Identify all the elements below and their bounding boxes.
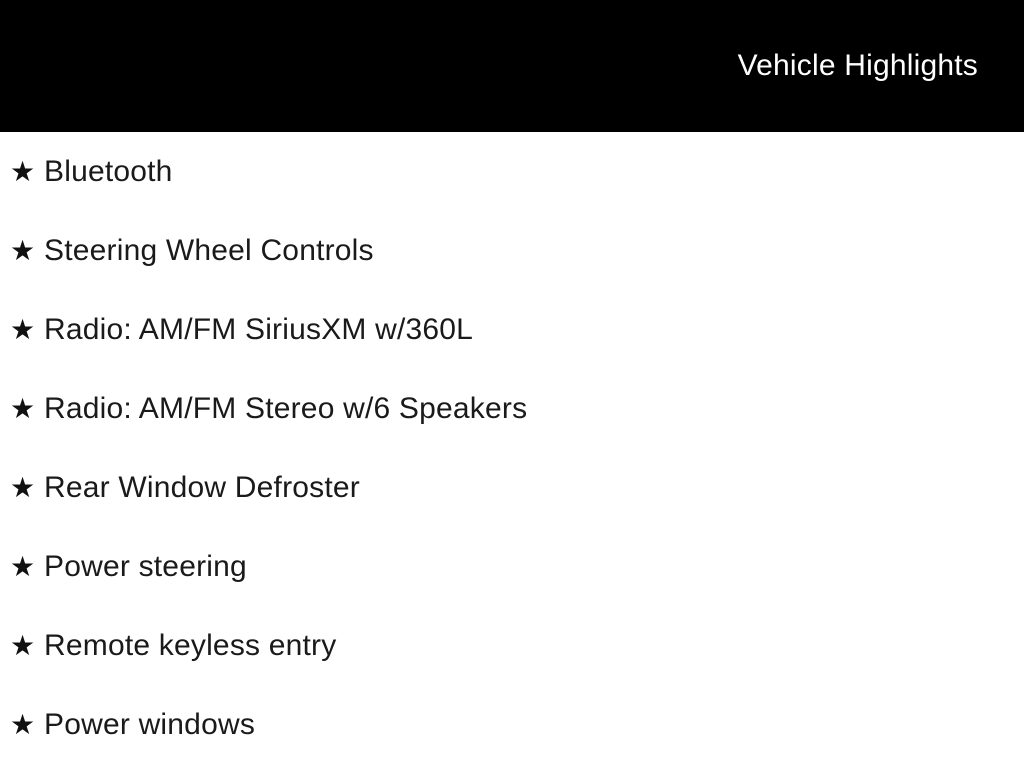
highlights-list <box>0 132 1024 764</box>
star-icon: ★ <box>10 470 36 504</box>
page-title: Vehicle Highlights <box>737 49 978 82</box>
star-icon: ★ <box>10 154 36 188</box>
highlight-label: Remote keyless entry <box>44 628 337 662</box>
list-item <box>0 369 1024 448</box>
highlight-label: Radio: AM/FM SiriusXM w/360L <box>44 312 474 346</box>
list-item <box>0 685 1024 764</box>
page-header <box>0 0 1024 132</box>
list-item <box>0 448 1024 527</box>
star-icon: ★ <box>10 707 36 741</box>
highlight-label: Power windows <box>44 707 256 741</box>
highlight-label: Radio: AM/FM Stereo w/6 Speakers <box>44 391 528 425</box>
list-item <box>0 290 1024 369</box>
star-icon: ★ <box>10 312 36 346</box>
list-item <box>0 606 1024 685</box>
highlight-label: Power steering <box>44 549 247 583</box>
highlight-label: Bluetooth <box>44 154 173 188</box>
star-icon: ★ <box>10 549 36 583</box>
star-icon: ★ <box>10 233 36 267</box>
highlight-label: Rear Window Defroster <box>44 470 360 504</box>
highlight-label: Steering Wheel Controls <box>44 233 374 267</box>
list-item <box>0 132 1024 211</box>
star-icon: ★ <box>10 391 36 425</box>
list-item <box>0 527 1024 606</box>
star-icon: ★ <box>10 628 36 662</box>
list-item <box>0 211 1024 290</box>
